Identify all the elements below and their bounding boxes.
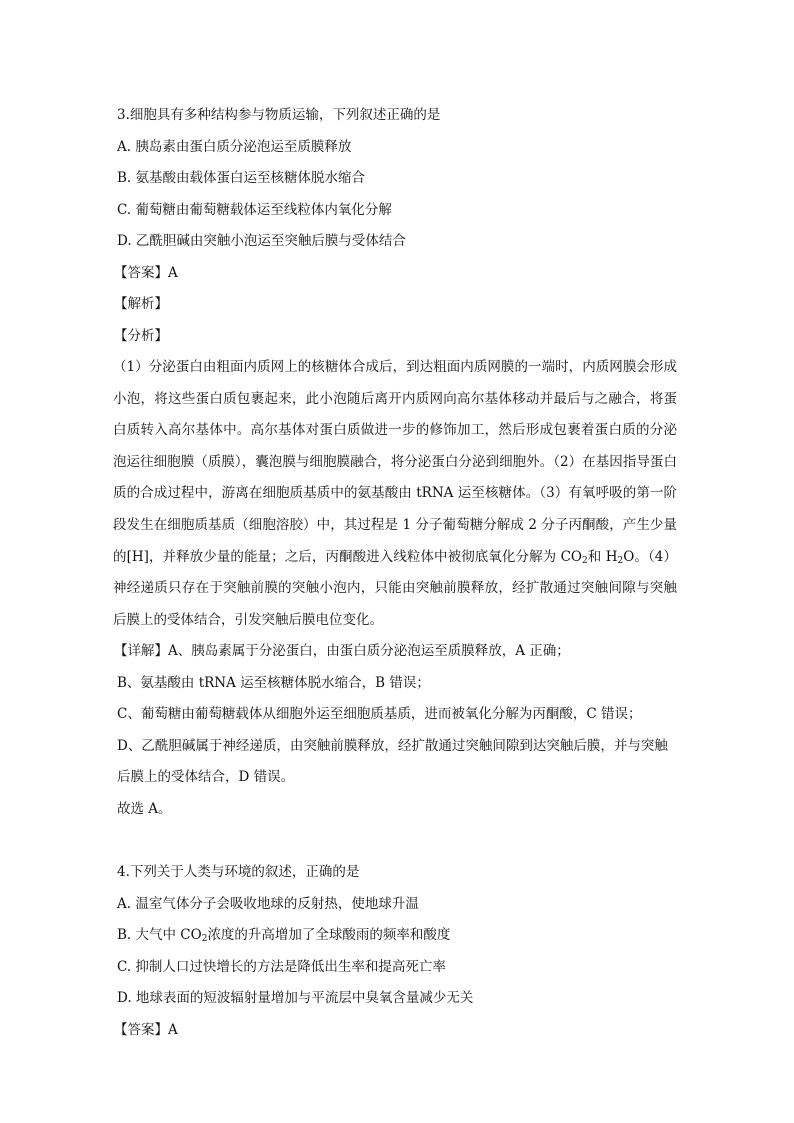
question-3-analysis-label: 【解析】 xyxy=(114,296,168,312)
question-separator xyxy=(117,825,677,857)
question-3-detail-b: B、氨基酸由 tRNA 运至核糖体脱水缩合，B 错误； xyxy=(117,674,430,691)
question-3-detail-c: C、葡萄糖由葡萄糖载体从细胞外运至细胞质基质，进而被氧化分解为丙酮酸，C 错误； xyxy=(117,706,642,723)
option-b-text-pre: B. 大气中 CO xyxy=(117,927,202,944)
question-3-option-c: C. 葡萄糖由葡萄糖载体运至线粒体内氧化分解 xyxy=(117,201,392,218)
question-4-answer: 【答案】A xyxy=(114,1021,178,1038)
analysis-text-1: （1）分泌蛋白由粗面内质网上的核糖体合成后，到达粗面内质网膜的一端时，内质网膜会形成小泡，将这些蛋白质包裹起来，此小泡随后离开内质网向高尔基体移动并最后与之融合，将蛋白质转入高尔基体中。高尔基体对蛋白质做进一步的修饰加工，然后形成包裹着蛋白质的分泌泡运往细胞膜（质膜），囊泡膜与细胞膜融合，将分泌蛋白分泌到细胞外。（2）在基因指导蛋白质的合成过程中，游离在细胞质基质中的氨基酸由 tRNA 运至核糖体。（3）有氧呼吸的第一阶段发生在细胞质基质（细胞溶胶）中，其过程是 1 分子葡萄糖分解成 2 分子丙酮酸，产生少量的[H]，并释放少量的能量；之后，丙酮酸进入线粒体中被彻底氧化分解为 CO xyxy=(113,359,677,565)
question-3-title: 3.细胞具有多种结构参与物质运输，下列叙述正确的是 xyxy=(117,107,441,123)
question-4-title: 4.下列关于人类与环境的叙述，正确的是 xyxy=(117,864,360,881)
question-3-option-b: B. 氨基酸由载体蛋白运至核糖体脱水缩合 xyxy=(117,170,366,186)
question-3-option-a: A. 胰岛素由蛋白质分泌泡运至质膜释放 xyxy=(117,138,352,155)
question-3-conclusion: 故选 A。 xyxy=(117,800,172,817)
question-3-answer: 【答案】A xyxy=(114,264,178,281)
question-3-option-d: D. 乙酰胆碱由突触小泡运至突触后膜与受体结合 xyxy=(117,233,406,249)
analysis-text-2: 和 H xyxy=(587,548,618,565)
question-4-option-b xyxy=(117,920,677,952)
analysis-text-3: O。（4）神经递质只存在于突触前膜的突触小泡内，只能由突触前膜释放，经扩散通过突触间隙与突触后膜上的受体结合，引发突触后膜电位变化。 xyxy=(113,548,677,628)
document-content xyxy=(113,100,677,1046)
question-3-fenxi-label: 【分析】 xyxy=(114,327,168,344)
question-3-analysis-wrap xyxy=(113,352,677,636)
question-4-option-d: D. 地球表面的短波辐射量增加与平流层中臭氧含量减少无关 xyxy=(117,990,474,1007)
question-3-detail-d-line-1: D、乙酰胆碱属于神经递质，由突触前膜释放，经扩散通过突触间隙到达突触后膜，并与突触 xyxy=(117,737,668,754)
question-4-option-c: C. 抑制人口过快增长的方法是降低出生率和提高死亡率 xyxy=(117,958,446,975)
question-4 xyxy=(114,857,677,1046)
question-3-detail-d-line-2: 后膜上的受体结合，D 错误。 xyxy=(117,769,295,786)
question-3 xyxy=(113,100,677,825)
analysis-subscript-2: 2 xyxy=(617,555,624,566)
question-3-detail-a: 【详解】A、胰岛素属于分泌蛋白，由蛋白质分泌泡运至质膜释放，A 正确； xyxy=(114,643,570,660)
option-b-text-post: 浓度的升高增加了全球酸雨的频率和酸度 xyxy=(207,927,451,944)
question-4-option-a: A. 温室气体分子会吸收地球的反射热，使地球升温 xyxy=(117,895,419,912)
analysis-subscript-1: 2 xyxy=(582,555,588,566)
question-3-analysis-paragraph xyxy=(113,352,677,636)
option-b-subscript: 2 xyxy=(201,934,208,945)
